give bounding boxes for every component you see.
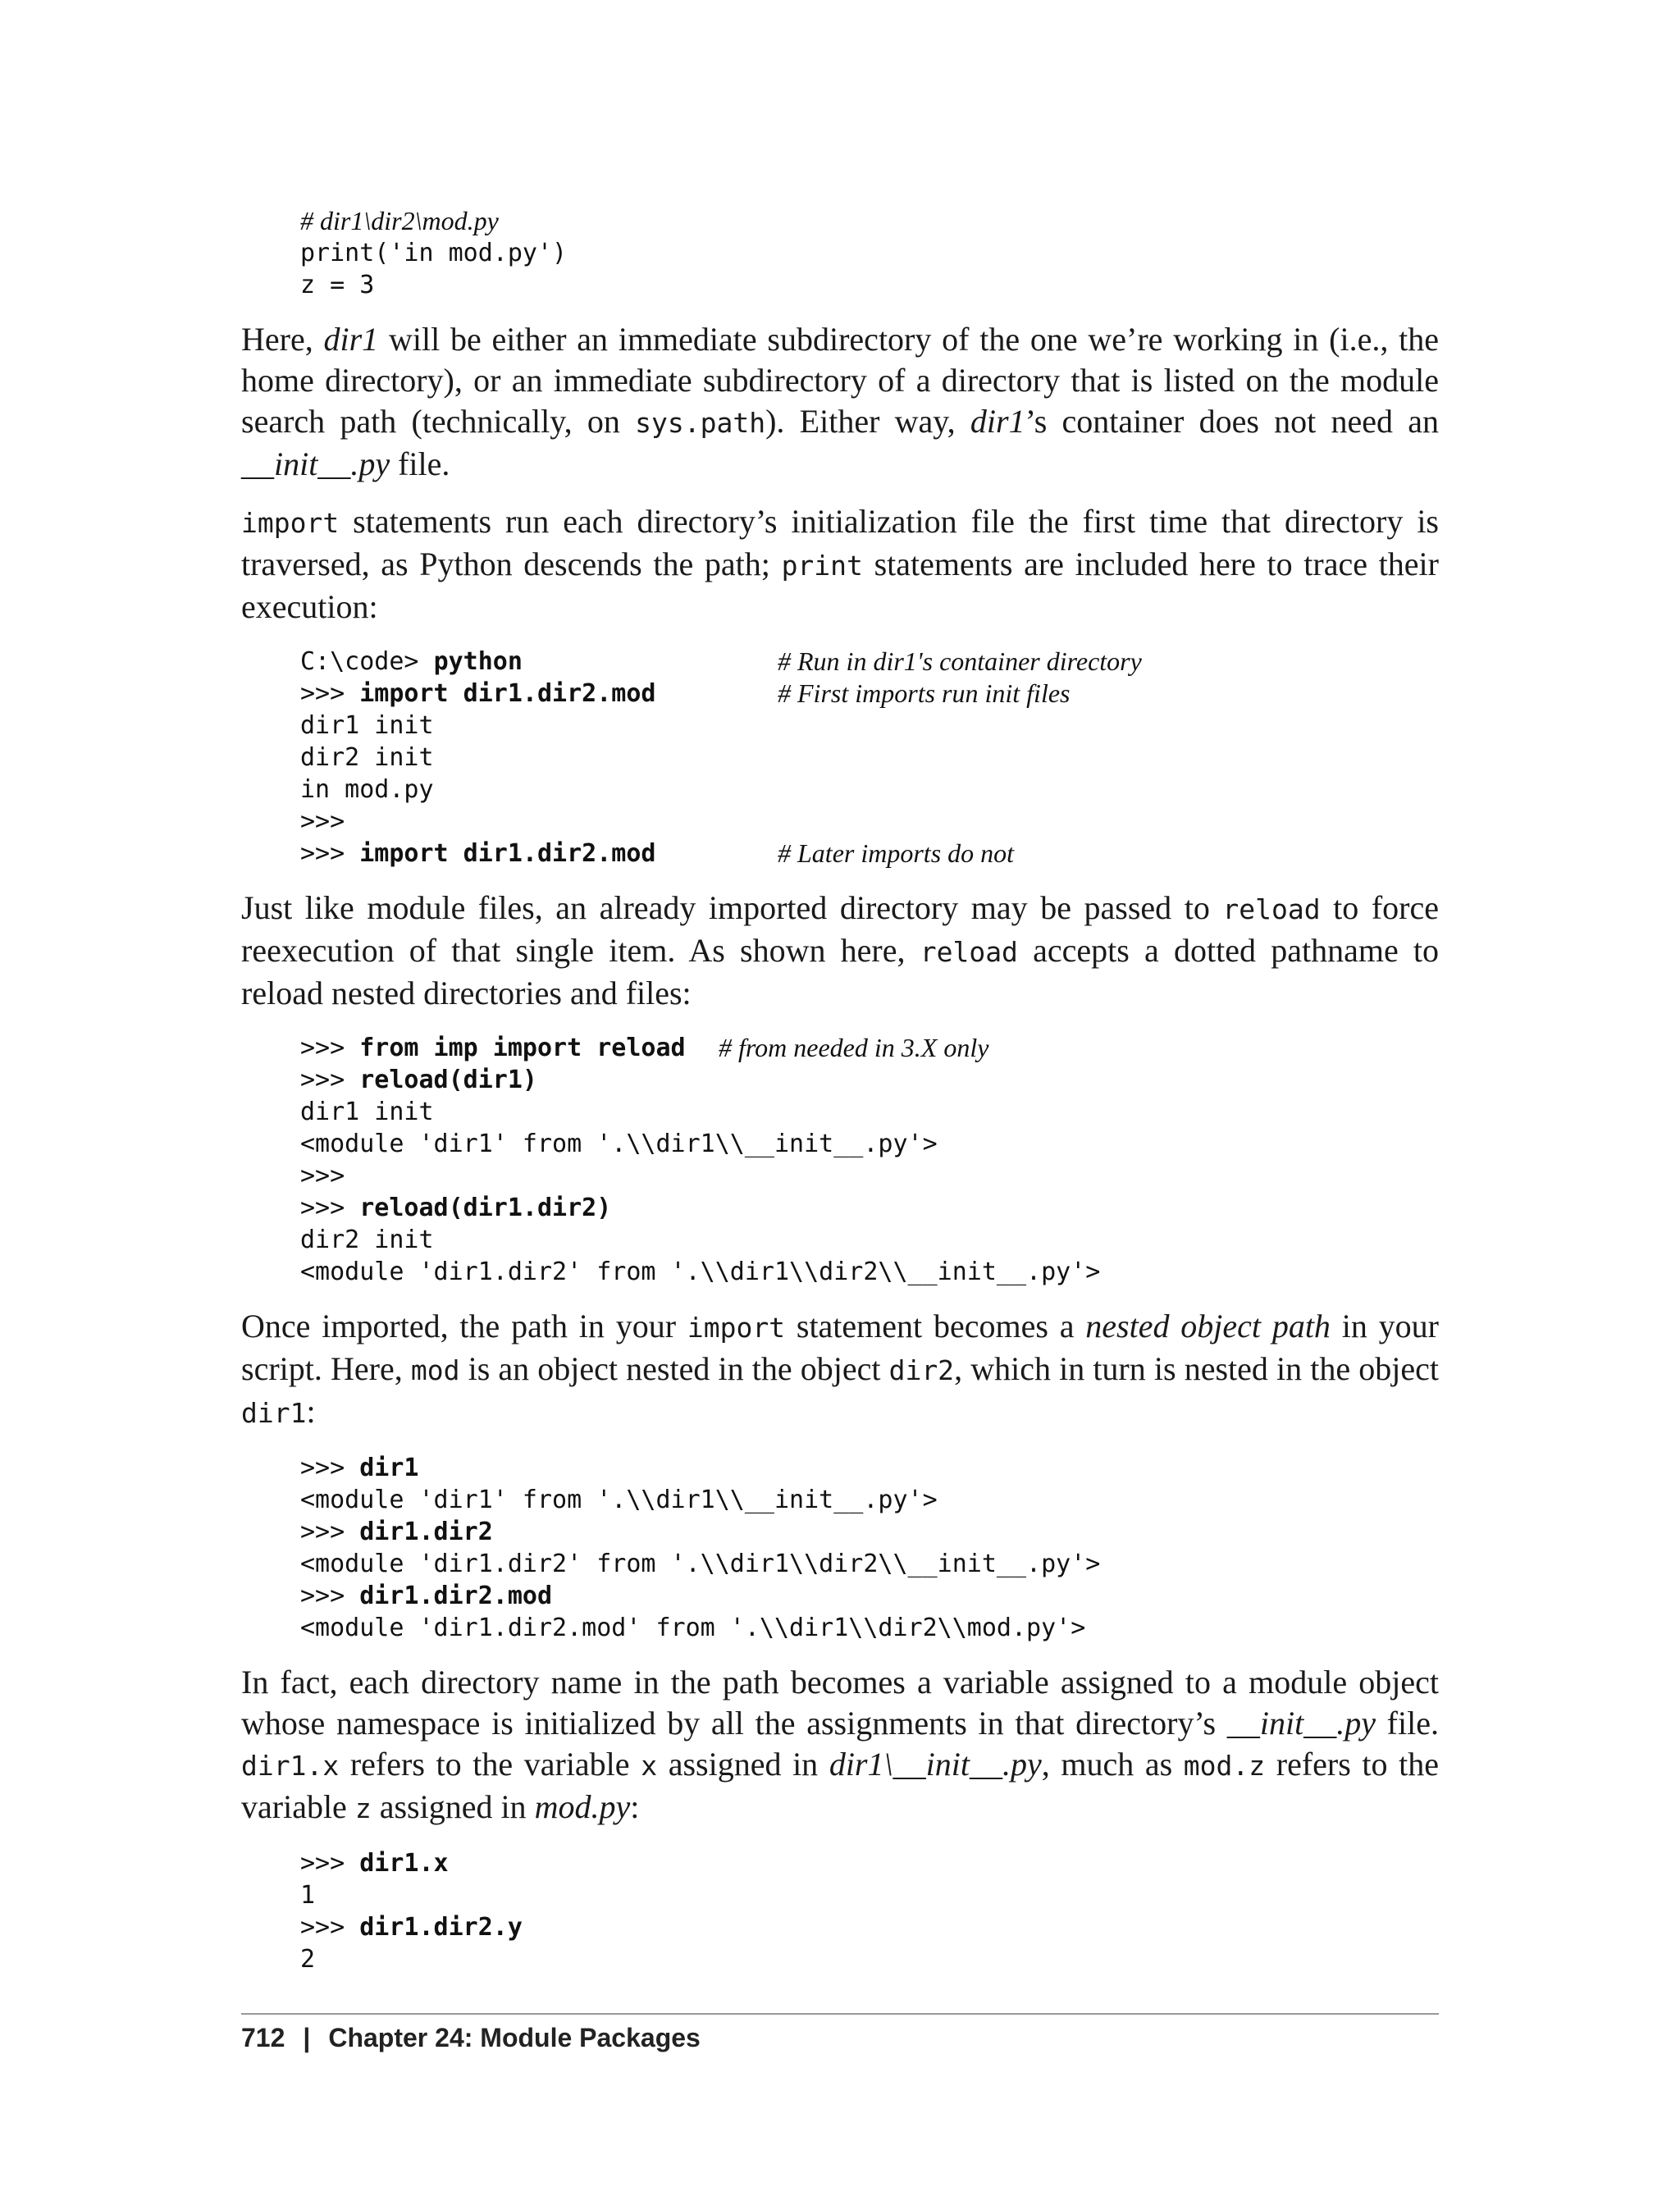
footer-divider [241, 2013, 1439, 2015]
paragraph-nested-object-path: Once imported, the path in your import statement becomes a nested object path in your script. Here, mod is an object nested in the object dir2, which in turn is nested in the object dir1: [241, 1308, 1439, 1430]
code-block-import-trace: C:\code> python # Run in dir1's container directory >>> import dir1.dir2.mod # First imports run init files dir1 init dir2 init in mod.py >>> >>> import dir1.dir2.mod # Later imports do not [300, 646, 1142, 868]
paragraph-dir1-location: Here, dir1 will be either an immediate subdirectory of the one we’re working in (i.e., the home directory), or an immediate subdirectory of a directory that is listed on the module search path (technically, on sys.path). Either way, dir1’s container does not need an __init__.py file. [241, 321, 1440, 482]
page-content [241, 205, 1439, 1975]
code-comment: # from needed in 3.X only [719, 1033, 989, 1062]
code-block-reload: >>> from imp import reload # from needed in 3.X only >>> reload(dir1) dir1 init <module 'dir1' from '.\\dir1\\__init__.py'> >>> >>> reload(dir1.dir2) dir2 init <module 'dir1.dir2' from '.\\dir1\\dir2\\__init__.py'> [300, 1033, 1101, 1286]
code-block-mod-py [300, 205, 1439, 301]
page-footer [241, 2023, 701, 2053]
code-comment: # dir1\dir2\mod.py [300, 206, 499, 235]
footer-separator: | [303, 2023, 311, 2052]
paragraph-reload: Just like module files, an already imported directory may be passed to reload to force reexecution of that single item. As shown here, reload accepts a dotted pathname to reload nested directories and files: [241, 889, 1440, 1011]
code-block-variables: >>> dir1.x 1 >>> dir1.dir2.y 2 [300, 1849, 523, 1974]
code-comment: # Later imports do not [778, 838, 1015, 868]
code-comment: # Run in dir1's container directory [778, 646, 1142, 676]
page-number: 712 [241, 2023, 285, 2052]
code-block-nested-objects: >>> dir1 <module 'dir1' from '.\\dir1\\__init__.py'> >>> dir1.dir2 <module 'dir1.dir2' from '.\\dir1\\dir2\\__init__.py'> >>> dir1.dir2.mod <module 'dir1.dir2.mod' from '.\\dir1\\dir2\\mod.py'> [300, 1454, 1101, 1642]
paragraph-import-statements: import statements run each directory’s initialization file the first time that directory is traversed, as Python descends the path; print statements are included here to trace their execution: [241, 503, 1439, 625]
code-line: print('in mod.py') [300, 239, 568, 267]
paragraph-directory-variables: In fact, each directory name in the path becomes a variable assigned to a module object whose namespace is initialized by all the assignments in that directory’s __init__.py file. dir1.x refers to the variable x assigned in dir1\__init__.py, much as mod.z refers to the variable z assigned in mod.py: [241, 1664, 1440, 1825]
code-comment: # First imports run init files [778, 678, 1071, 708]
code-line: z = 3 [300, 271, 375, 299]
chapter-title: Chapter 24: Module Packages [328, 2023, 701, 2052]
